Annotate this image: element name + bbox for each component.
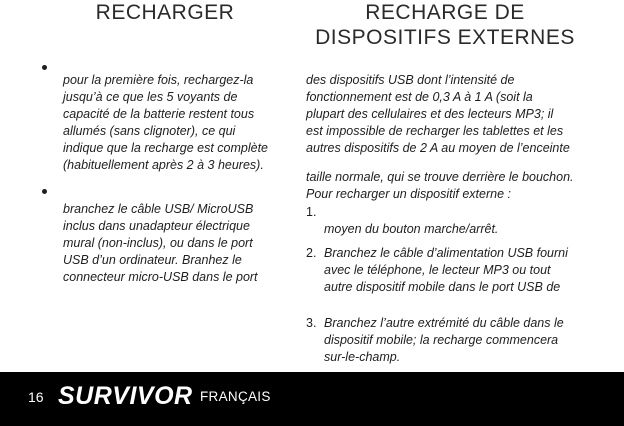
left-section-title: RECHARGER xyxy=(95,1,235,24)
left-bullet-text-2: branchez le câble USB/ MicroUSB inclus dans unadapteur électrique mural (non-inclus), ou dans le port USB d’un ordinateur. Branhez le connecteur micro-USB dans le port xyxy=(63,202,258,284)
page-number: 16 xyxy=(28,389,44,405)
right-section-title: RECHARGE DE DISPOSITIFS EXTERNES xyxy=(315,1,575,49)
brand-logo: SURVIVOR xyxy=(58,382,193,410)
step-number-1: 1. xyxy=(306,205,317,219)
bullet-dot-1 xyxy=(42,65,47,70)
language-label: FRANÇAIS xyxy=(200,389,271,404)
step-text-1: moyen du bouton marche/arrêt. xyxy=(324,222,499,236)
step-number-3: 3. xyxy=(306,316,317,330)
step-text-2: Branchez le câble d’alimentation USB fourni avec le téléphone, le lecteur MP3 ou tout autre dispositif mobile dans le port USB de xyxy=(324,246,568,294)
footer-bar xyxy=(0,372,624,426)
left-bullet-text-1: pour la première fois, rechargez-la jusqu’à ce que les 5 voyants de capacité de la batterie restent tous allumés (sans clignoter), ce qui indique que la recharge est complète (habituellement après 2 à 3 heures). xyxy=(63,73,268,172)
right-intro-text-2: taille normale, qui se trouve derrière le bouchon. Pour recharger un dispositif externe : xyxy=(306,170,574,201)
step-text-3: Branchez l’autre extrémité du câble dans le dispositif mobile; la recharge commencera sur-le-champ. xyxy=(324,316,564,364)
right-intro-text: des dispositifs USB dont l’intensité de fonctionnement est de 0,3 A à 1 A (soit la plupart des cellulaires et des lecteurs MP3; il est impossible de recharger les tablettes et les autres dispositifs de 2 A au moyen de l’enceinte xyxy=(306,73,570,155)
step-number-2: 2. xyxy=(306,246,317,260)
bullet-dot-2 xyxy=(42,189,47,194)
